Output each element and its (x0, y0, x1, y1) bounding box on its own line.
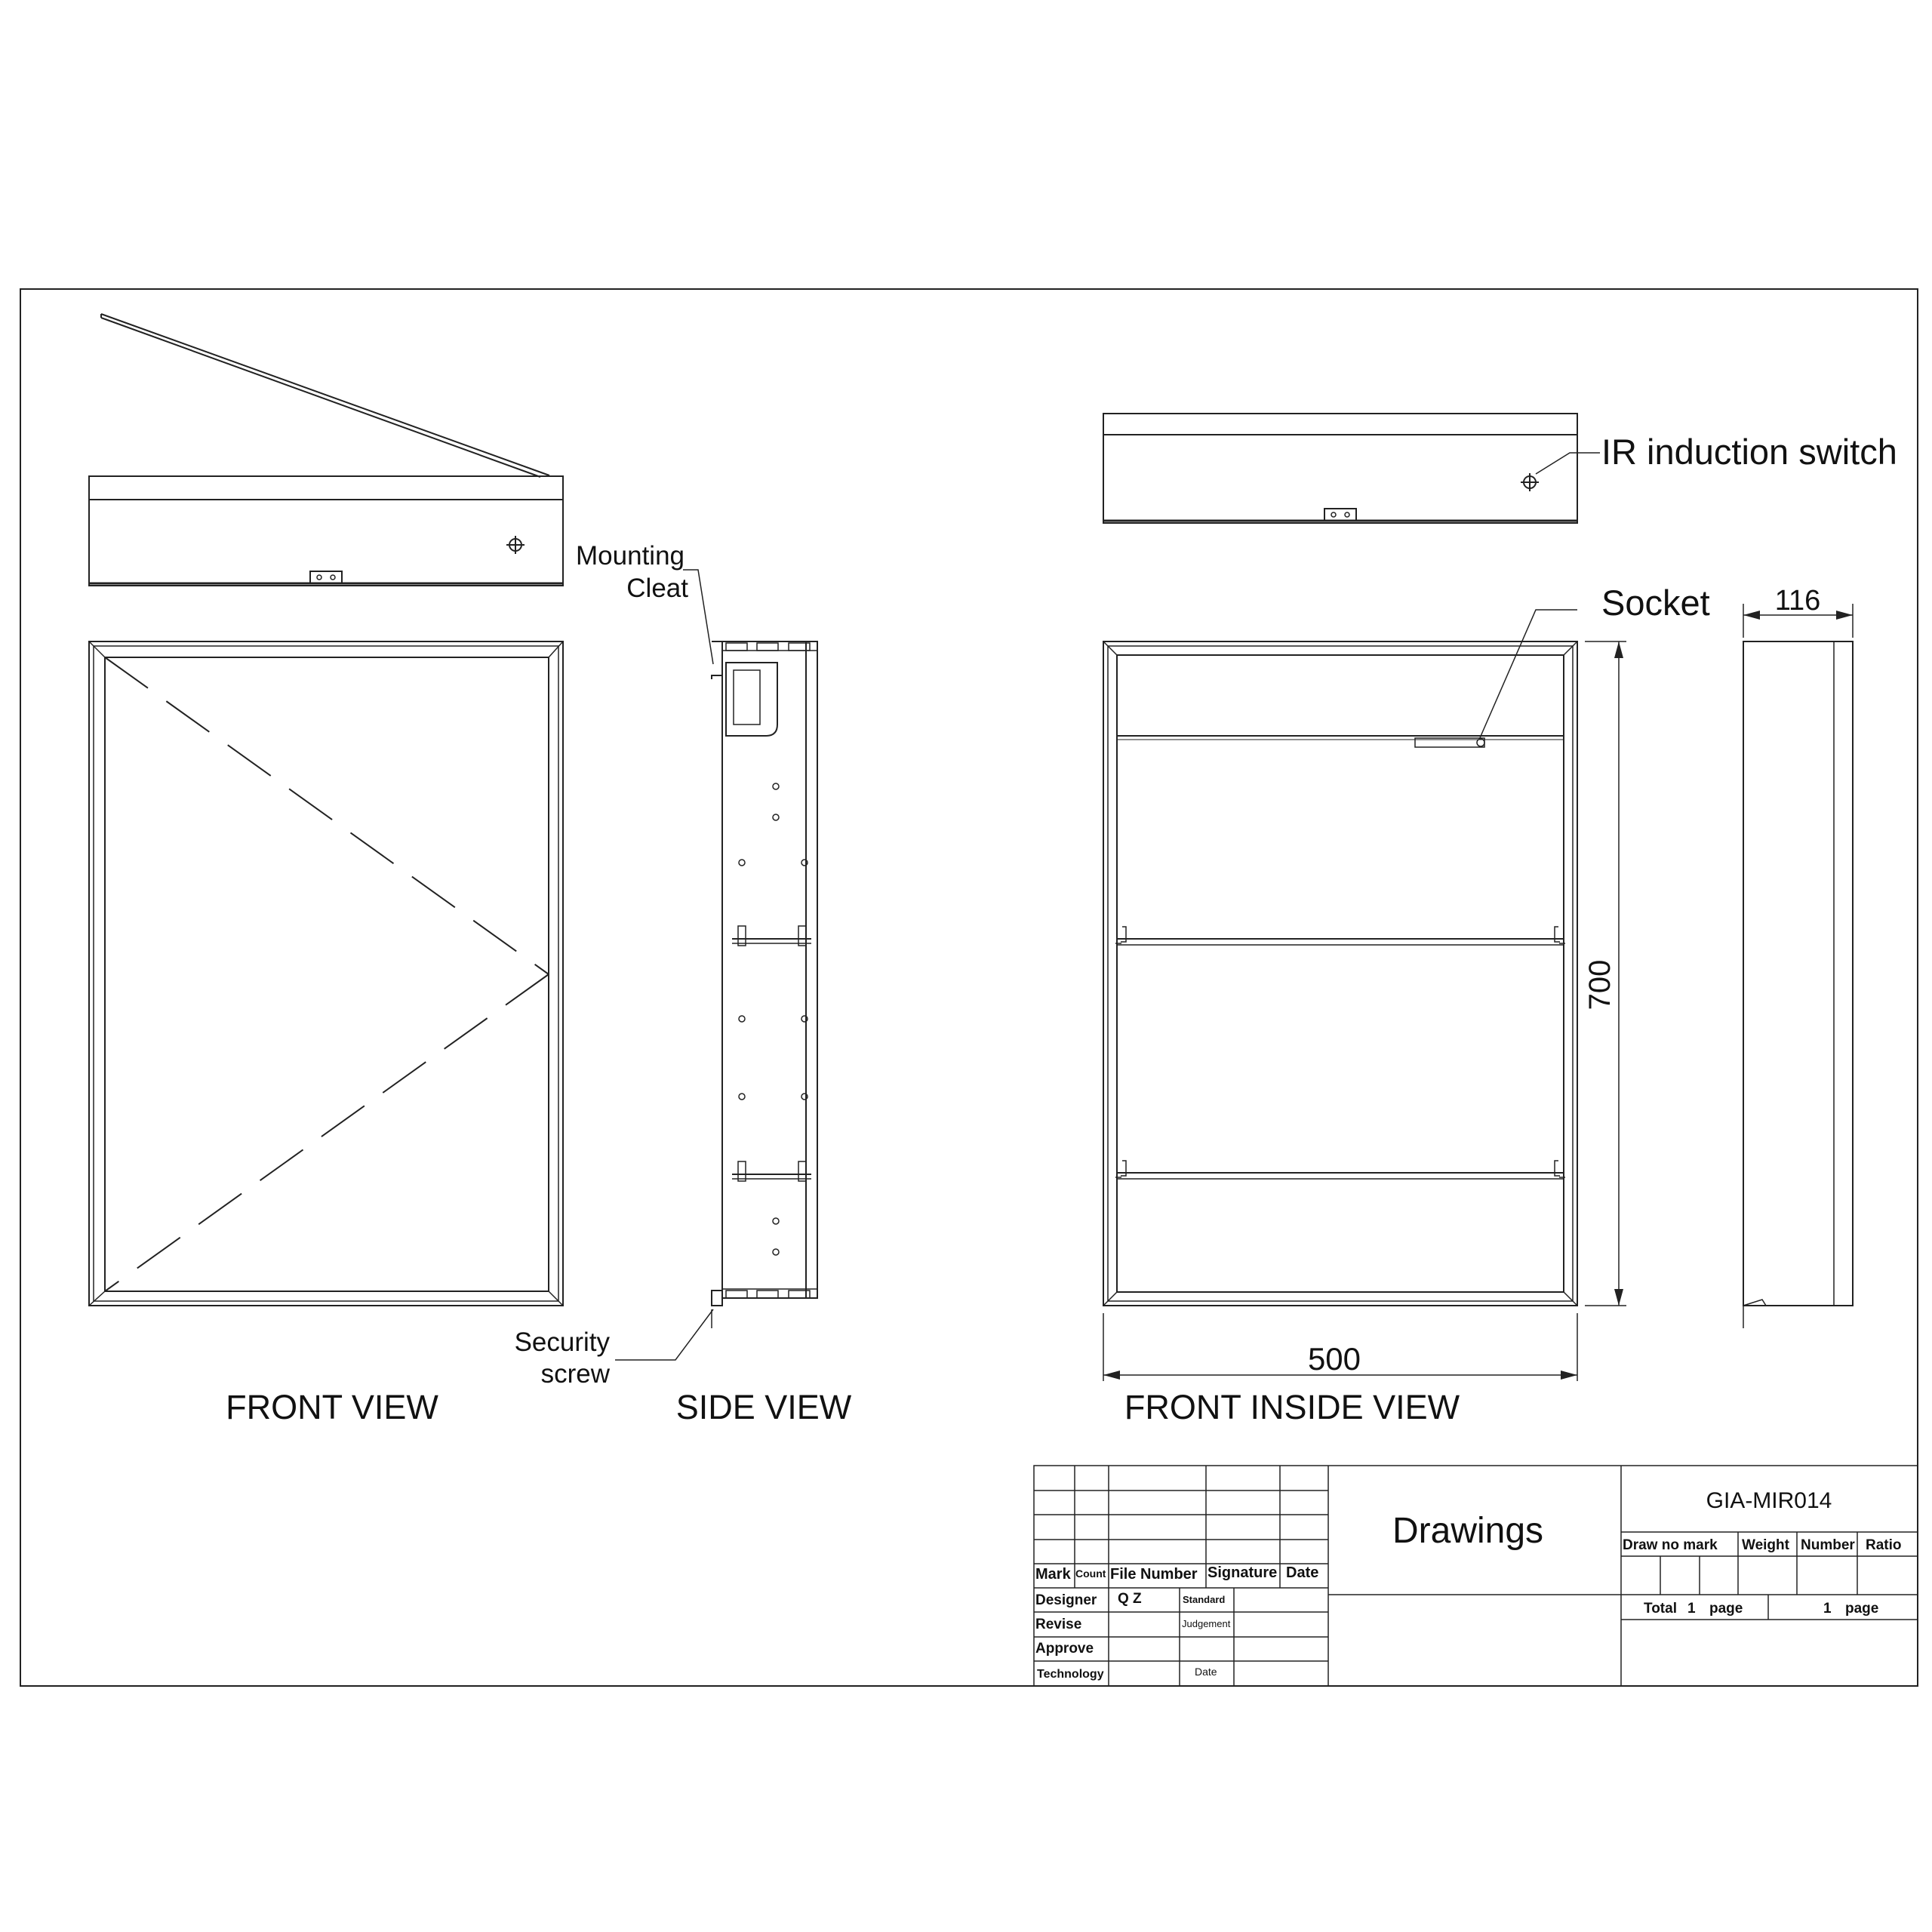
title-block-designer: Designer (1035, 1592, 1097, 1608)
security-screw-label-1: Security (514, 1327, 610, 1357)
title-block-designer-value: Q Z (1118, 1591, 1142, 1607)
title-block-revise: Revise (1035, 1617, 1082, 1632)
drawing-number: GIA-MIR014 (1706, 1488, 1832, 1513)
ir-switch-leader (1536, 453, 1600, 474)
title-block-technology: Technology (1037, 1668, 1104, 1681)
title-block-judgement: Judgement (1182, 1618, 1231, 1629)
front-view-elevation (89, 641, 563, 1306)
dimension-116-label: 116 (1774, 585, 1821, 617)
front-view-top-plan (89, 314, 563, 586)
title-block-total: Total (1644, 1601, 1677, 1617)
ir-switch-label: IR induction switch (1601, 432, 1897, 472)
socket-label: Socket (1601, 583, 1710, 623)
title-block-number: Number (1801, 1537, 1855, 1553)
front-view-title: FRONT VIEW (226, 1388, 438, 1426)
front-inside-top-plan (1103, 414, 1577, 523)
title-block-header-date: Date (1286, 1564, 1319, 1581)
title-block-standard: Standard (1183, 1594, 1226, 1605)
drawing-title: Drawings (1392, 1511, 1544, 1551)
title-block-header-file-number: File Number (1110, 1566, 1198, 1583)
mounting-cleat-label-2: Cleat (626, 574, 688, 603)
side-profile-right (1743, 641, 1853, 1328)
security-screw-label-2: screw (540, 1359, 610, 1389)
title-block-draw-no-mark: Draw no mark (1623, 1537, 1718, 1553)
title-block-header-count: Count (1075, 1567, 1106, 1580)
title-block-header-mark: Mark (1035, 1566, 1071, 1583)
socket-leader (1479, 610, 1577, 740)
title-block-weight: Weight (1742, 1537, 1789, 1553)
title-block-approve: Approve (1035, 1641, 1094, 1657)
mounting-cleat-label-1: Mounting (576, 541, 685, 571)
front-inside-view-title: FRONT INSIDE VIEW (1124, 1388, 1460, 1426)
dimension-500-label: 500 (1307, 1341, 1361, 1377)
security-screw-leader (615, 1309, 713, 1360)
sheet-border (20, 289, 1918, 1686)
title-block-ratio: Ratio (1866, 1537, 1902, 1553)
dimension-700-label: 700 (1583, 959, 1617, 1011)
side-view-title: SIDE VIEW (675, 1388, 852, 1426)
title-block-current: 1 (1823, 1601, 1832, 1617)
title-block-header-signature: Signature (1208, 1564, 1278, 1581)
title-block-total-page: page (1709, 1601, 1743, 1617)
side-view (712, 641, 817, 1328)
title-block-current-page: page (1845, 1601, 1879, 1617)
title-block-tech-date: Date (1195, 1666, 1217, 1678)
front-inside-elevation (1103, 641, 1577, 1306)
title-block-total-count: 1 (1687, 1601, 1696, 1617)
